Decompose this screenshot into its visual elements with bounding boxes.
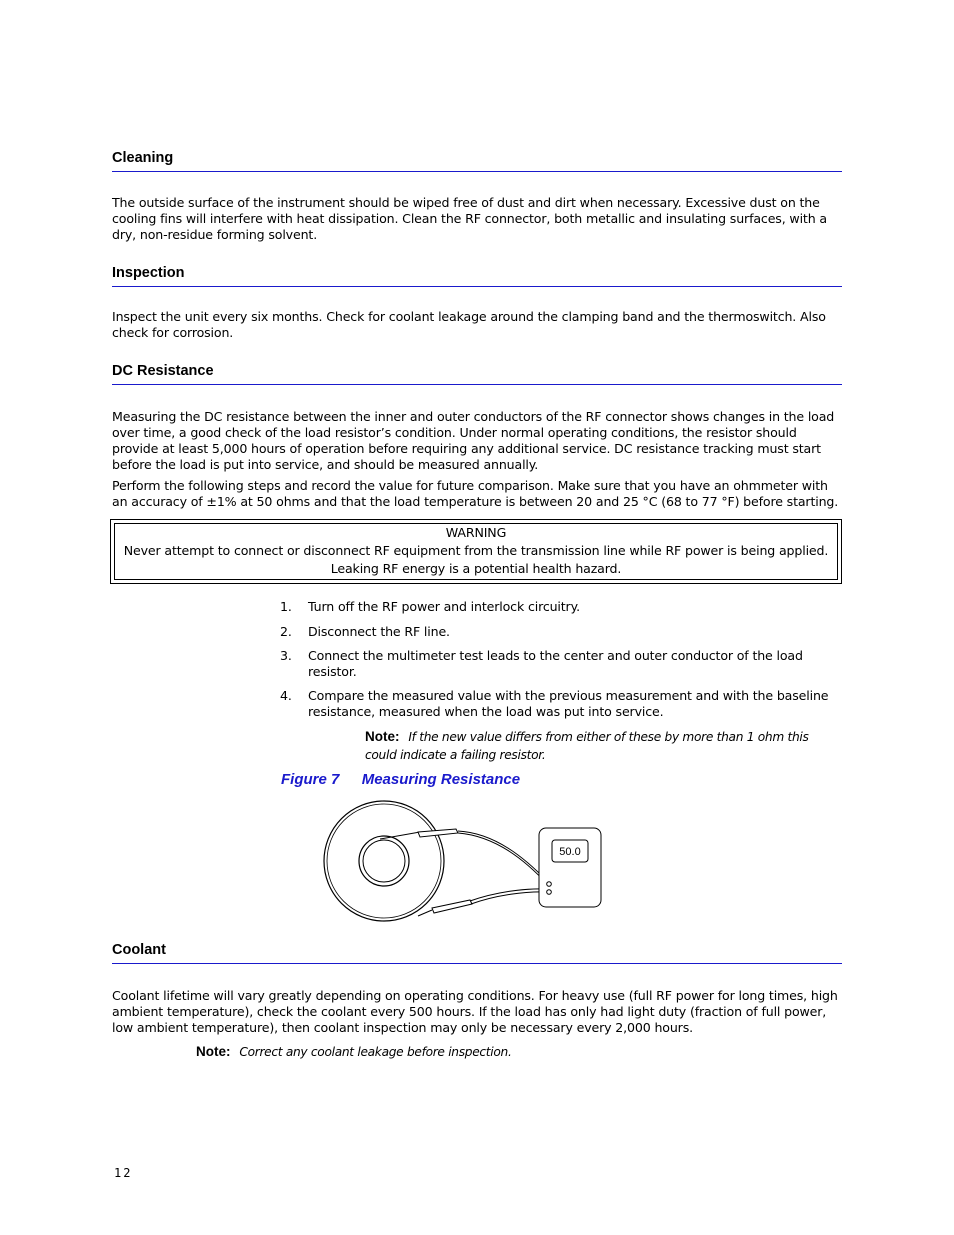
note-text: If the new value differs from either of these by more than 1 ohm this could indicate a failing resistor. <box>365 730 809 762</box>
meter-reading: 50.0 <box>559 846 581 858</box>
figure-number: Figure 7 <box>281 771 340 788</box>
measuring-resistance-figure <box>320 798 610 924</box>
step-text: Compare the measured value with the previous measurement and with the baseline resistance, measured when the load was put into service. <box>308 688 829 719</box>
coolant-paragraph: Coolant lifetime will vary greatly depending on operating conditions. For heavy use (full RF power for long times, high ambient temperature), check the coolant every 500 hours. If the load has only had light duty (fraction of full power, low ambient temperature), then coolant inspection may only be necessary every 2,000 hours. <box>112 988 838 1035</box>
note-text: Correct any coolant leakage before inspection. <box>239 1045 512 1059</box>
coolant-heading: Coolant <box>112 942 842 964</box>
meter-terminal-1 <box>547 882 552 887</box>
lower-test-probe <box>418 889 548 916</box>
step-text: Disconnect the RF line. <box>308 624 450 639</box>
figure-title: Measuring Resistance <box>361 771 521 788</box>
warning-line-2: Leaking RF energy is a potential health hazard. <box>330 561 622 576</box>
resistor-note <box>365 728 835 764</box>
warning-line-1: Never attempt to connect or disconnect RF equipment from the transmission line while RF power is being applied. <box>123 543 829 558</box>
warning-title: WARNING <box>445 525 507 540</box>
coolant-note <box>196 1043 836 1061</box>
dc-resistance-paragraph-1: Measuring the DC resistance between the inner and outer conductors of the RF connector shows changes in the load over time, a good check of the load resistor’s condition. Under normal operating conditions, the resistor should provide at least 5,000 hours of operation before requiring any additional service. DC resistance tracking must start before the load is put into service, and should be measured annually. <box>112 409 835 472</box>
cleaning-heading: Cleaning <box>112 150 842 172</box>
step-number: 3. <box>280 648 292 663</box>
dc-resistance-heading: DC Resistance <box>112 363 842 385</box>
figure-caption <box>281 771 520 788</box>
page-number: 12 <box>114 1166 133 1180</box>
step-number: 2. <box>280 624 292 639</box>
warning-box <box>110 519 842 584</box>
meter-terminal-2 <box>547 890 552 895</box>
step-text: Connect the multimeter test leads to the center and outer conductor of the load resistor. <box>308 648 803 679</box>
step-text: Turn off the RF power and interlock circuitry. <box>308 599 580 614</box>
step-number: 1. <box>280 599 292 614</box>
note-label: Note: <box>365 729 400 744</box>
dc-resistance-paragraph-2: Perform the following steps and record the value for future comparison. Make sure that you have an ohmmeter with an accuracy of ±1% at 50 ohms and that the load temperature is between 20 and 25 °C (68 to 77 °F) before starting. <box>112 478 839 509</box>
load-resistor-illustration <box>324 801 444 921</box>
step-number: 4. <box>280 688 292 703</box>
inspection-paragraph: Inspect the unit every six months. Check for coolant leakage around the clamping band and the thermoswitch. Also check for corrosion. <box>112 309 826 340</box>
upper-test-probe <box>380 829 548 885</box>
note-label: Note: <box>196 1044 231 1059</box>
inspection-heading: Inspection <box>112 265 842 287</box>
warning-inner-box <box>114 523 838 580</box>
cleaning-paragraph: The outside surface of the instrument should be wiped free of dust and dirt when necessary. Excessive dust on the cooling fins will interfere with heat dissipation. Clean the RF connector, both metallic and insulating surfaces, with a dry, non-residue forming solvent. <box>112 195 827 242</box>
